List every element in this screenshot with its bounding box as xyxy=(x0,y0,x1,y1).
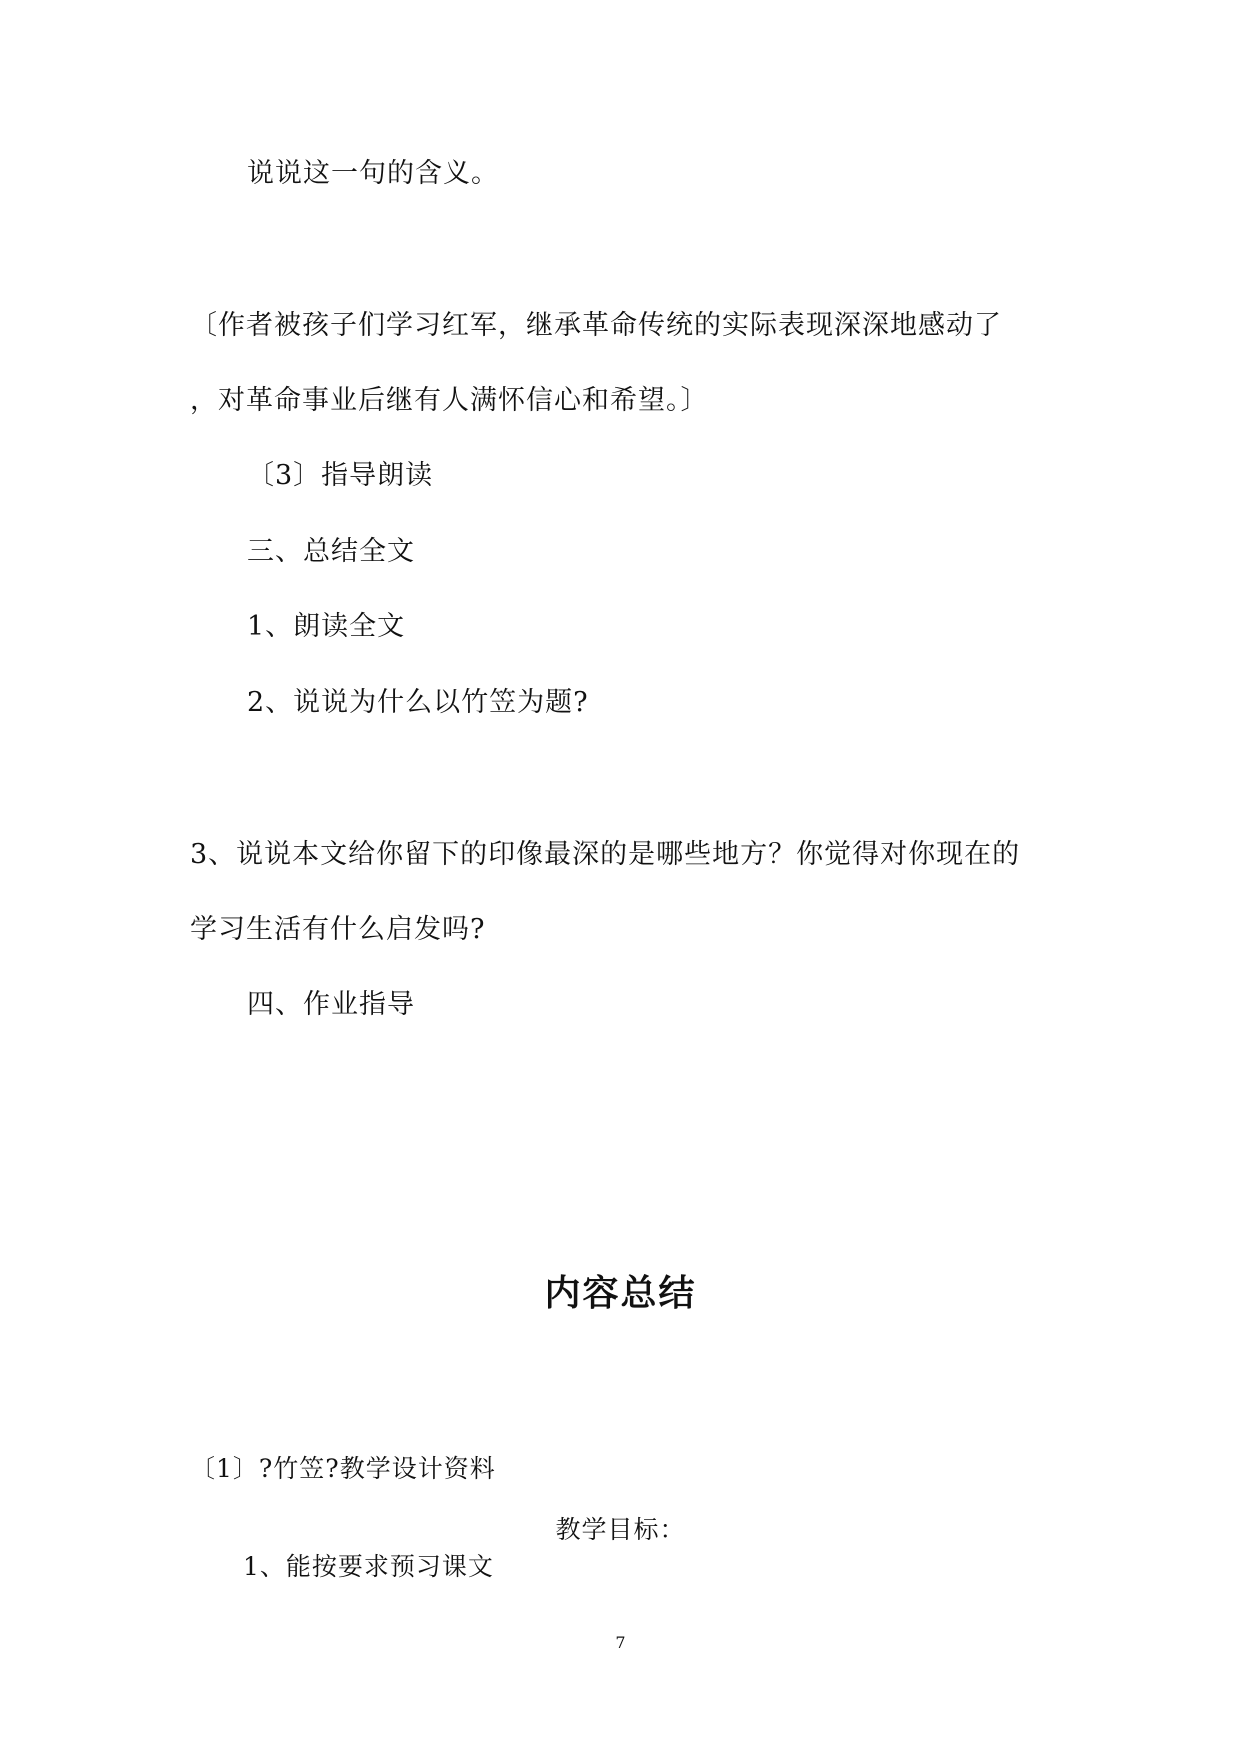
paragraph-author-feeling-line2: ，对革命事业后继有人满怀信心和希望。〕 xyxy=(190,385,709,416)
paragraph-reading-guidance: 〔3〕指导朗读 xyxy=(247,460,434,491)
summary-heading: 内容总结 xyxy=(544,1273,697,1314)
section-summary-title: 三、总结全文 xyxy=(247,536,415,567)
paragraph-author-feeling-line1: 〔作者被孩子们学习红军，继承革命传统的实际表现深深地感动了 xyxy=(190,310,1002,341)
summary-item-design-materials: 〔1〕?竹笠?教学设计资料 xyxy=(190,1454,496,1483)
page-number: 7 xyxy=(615,1633,626,1652)
list-item-impression-line1: 3、说说本文给你留下的印像最深的是哪些地方？你觉得对你现在的 xyxy=(190,839,1021,870)
list-item-read-full-text: 1、朗读全文 xyxy=(247,611,406,642)
teaching-goal-item-1: 1、能按要求预习课文 xyxy=(243,1552,494,1581)
list-item-impression-line2: 学习生活有什么启发吗? xyxy=(190,914,486,945)
list-item-title-question: 2、说说为什么以竹笠为题? xyxy=(247,687,589,718)
teaching-goals-title: 教学目标： xyxy=(555,1515,686,1544)
paragraph-sentence-meaning: 说说这一句的含义。 xyxy=(247,158,499,189)
section-homework-title: 四、作业指导 xyxy=(247,989,415,1020)
